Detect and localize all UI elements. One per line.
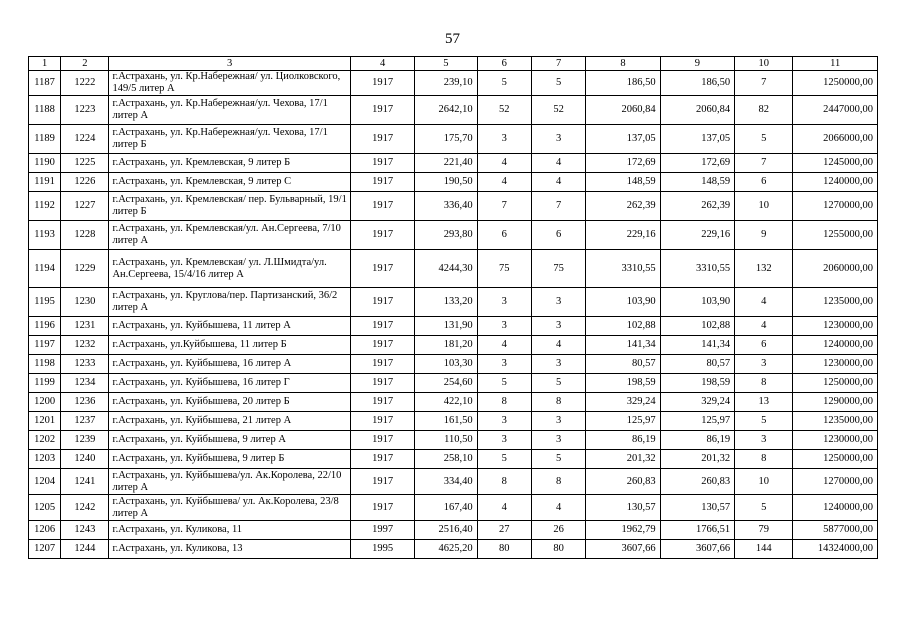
record-number-cell: 1242 bbox=[61, 495, 109, 521]
col7-cell: 3 bbox=[531, 431, 585, 450]
address-cell: г.Астрахань, ул. Куйбышева, 16 литер А bbox=[109, 355, 350, 374]
table-row bbox=[29, 154, 878, 173]
record-number-cell: 1231 bbox=[61, 317, 109, 336]
col9-cell: 2060,84 bbox=[660, 96, 734, 125]
row-index-cell: 1205 bbox=[29, 495, 61, 521]
col8-cell: 86,19 bbox=[586, 431, 660, 450]
record-number-cell: 1223 bbox=[61, 96, 109, 125]
col6-cell: 6 bbox=[477, 221, 531, 250]
year-cell: 1917 bbox=[350, 495, 414, 521]
col8-cell: 102,88 bbox=[586, 317, 660, 336]
area-cell: 254,60 bbox=[415, 374, 477, 393]
row-index-cell: 1187 bbox=[29, 71, 61, 96]
col10-cell: 79 bbox=[735, 521, 793, 540]
area-cell: 103,30 bbox=[415, 355, 477, 374]
area-cell: 175,70 bbox=[415, 125, 477, 154]
row-index-cell: 1204 bbox=[29, 469, 61, 495]
col8-cell: 201,32 bbox=[586, 450, 660, 469]
col6-cell: 3 bbox=[477, 288, 531, 317]
col7-cell: 3 bbox=[531, 412, 585, 431]
col7-cell: 26 bbox=[531, 521, 585, 540]
col6-cell: 3 bbox=[477, 125, 531, 154]
col9-cell: 148,59 bbox=[660, 173, 734, 192]
col8-cell: 229,16 bbox=[586, 221, 660, 250]
year-cell: 1917 bbox=[350, 431, 414, 450]
row-index-cell: 1203 bbox=[29, 450, 61, 469]
table-row bbox=[29, 469, 878, 495]
address-cell: г.Астрахань, ул. Кремлевская, 9 литер Б bbox=[109, 154, 350, 173]
col7-cell: 3 bbox=[531, 125, 585, 154]
col9-cell: 3310,55 bbox=[660, 250, 734, 288]
col8-cell: 137,05 bbox=[586, 125, 660, 154]
col10-cell: 9 bbox=[735, 221, 793, 250]
year-cell: 1997 bbox=[350, 521, 414, 540]
year-cell: 1917 bbox=[350, 125, 414, 154]
year-cell: 1995 bbox=[350, 540, 414, 559]
amount-cell: 5877000,00 bbox=[793, 521, 878, 540]
record-number-cell: 1232 bbox=[61, 336, 109, 355]
col7-cell: 8 bbox=[531, 469, 585, 495]
col10-cell: 6 bbox=[735, 336, 793, 355]
col10-cell: 5 bbox=[735, 495, 793, 521]
address-cell: г.Астрахань, ул. Кремлевская/ пер. Бульварный, 19/1 литер Б bbox=[109, 192, 350, 221]
row-index-cell: 1202 bbox=[29, 431, 61, 450]
col8-cell: 148,59 bbox=[586, 173, 660, 192]
record-number-cell: 1241 bbox=[61, 469, 109, 495]
col7-cell: 8 bbox=[531, 393, 585, 412]
table-row bbox=[29, 192, 878, 221]
record-number-cell: 1234 bbox=[61, 374, 109, 393]
housing-table bbox=[28, 56, 878, 559]
col6-cell: 3 bbox=[477, 431, 531, 450]
col9-cell: 172,69 bbox=[660, 154, 734, 173]
row-index-cell: 1193 bbox=[29, 221, 61, 250]
column-header: 6 bbox=[477, 57, 531, 71]
col6-cell: 7 bbox=[477, 192, 531, 221]
year-cell: 1917 bbox=[350, 154, 414, 173]
col8-cell: 172,69 bbox=[586, 154, 660, 173]
col7-cell: 4 bbox=[531, 336, 585, 355]
row-index-cell: 1190 bbox=[29, 154, 61, 173]
area-cell: 110,50 bbox=[415, 431, 477, 450]
col10-cell: 8 bbox=[735, 374, 793, 393]
col8-cell: 103,90 bbox=[586, 288, 660, 317]
area-cell: 221,40 bbox=[415, 154, 477, 173]
table-row bbox=[29, 412, 878, 431]
area-cell: 181,20 bbox=[415, 336, 477, 355]
row-index-cell: 1201 bbox=[29, 412, 61, 431]
col7-cell: 52 bbox=[531, 96, 585, 125]
table-row bbox=[29, 173, 878, 192]
col9-cell: 198,59 bbox=[660, 374, 734, 393]
year-cell: 1917 bbox=[350, 317, 414, 336]
col8-cell: 260,83 bbox=[586, 469, 660, 495]
amount-cell: 1270000,00 bbox=[793, 469, 878, 495]
col7-cell: 4 bbox=[531, 495, 585, 521]
record-number-cell: 1229 bbox=[61, 250, 109, 288]
amount-cell: 1240000,00 bbox=[793, 173, 878, 192]
col6-cell: 27 bbox=[477, 521, 531, 540]
column-header: 8 bbox=[586, 57, 660, 71]
page-number: 57 bbox=[445, 31, 460, 47]
year-cell: 1917 bbox=[350, 412, 414, 431]
address-cell: г.Астрахань, ул. Круглова/пер. Партизанский, 36/2 литер А bbox=[109, 288, 350, 317]
year-cell: 1917 bbox=[350, 221, 414, 250]
col10-cell: 7 bbox=[735, 154, 793, 173]
row-index-cell: 1191 bbox=[29, 173, 61, 192]
address-cell: г.Астрахань, ул. Куйбышева, 11 литер А bbox=[109, 317, 350, 336]
column-header: 2 bbox=[61, 57, 109, 71]
col8-cell: 3310,55 bbox=[586, 250, 660, 288]
record-number-cell: 1243 bbox=[61, 521, 109, 540]
year-cell: 1917 bbox=[350, 450, 414, 469]
amount-cell: 2060000,00 bbox=[793, 250, 878, 288]
col6-cell: 80 bbox=[477, 540, 531, 559]
area-cell: 4244,30 bbox=[415, 250, 477, 288]
col8-cell: 141,34 bbox=[586, 336, 660, 355]
year-cell: 1917 bbox=[350, 469, 414, 495]
col7-cell: 7 bbox=[531, 192, 585, 221]
col9-cell: 229,16 bbox=[660, 221, 734, 250]
area-cell: 258,10 bbox=[415, 450, 477, 469]
address-cell: г.Астрахань, ул. Куйбышева, 20 литер Б bbox=[109, 393, 350, 412]
col6-cell: 4 bbox=[477, 336, 531, 355]
year-cell: 1917 bbox=[350, 250, 414, 288]
col6-cell: 4 bbox=[477, 495, 531, 521]
year-cell: 1917 bbox=[350, 96, 414, 125]
area-cell: 2642,10 bbox=[415, 96, 477, 125]
row-index-cell: 1196 bbox=[29, 317, 61, 336]
col10-cell: 4 bbox=[735, 317, 793, 336]
col9-cell: 260,83 bbox=[660, 469, 734, 495]
area-cell: 422,10 bbox=[415, 393, 477, 412]
col10-cell: 10 bbox=[735, 469, 793, 495]
address-cell: г.Астрахань, ул. Кремлевская/ул. Ан.Сергеева, 7/10 литер А bbox=[109, 221, 350, 250]
address-cell: г.Астрахань, ул. Куликова, 13 bbox=[109, 540, 350, 559]
col6-cell: 75 bbox=[477, 250, 531, 288]
year-cell: 1917 bbox=[350, 173, 414, 192]
area-cell: 2516,40 bbox=[415, 521, 477, 540]
col9-cell: 102,88 bbox=[660, 317, 734, 336]
col9-cell: 1766,51 bbox=[660, 521, 734, 540]
area-cell: 293,80 bbox=[415, 221, 477, 250]
col10-cell: 5 bbox=[735, 125, 793, 154]
address-cell: г.Астрахань, ул. Куйбышева/ ул. Ак.Королева, 23/8 литер А bbox=[109, 495, 350, 521]
column-header: 4 bbox=[350, 57, 414, 71]
address-cell: г.Астрахань, ул. Кремлевская, 9 литер С bbox=[109, 173, 350, 192]
col10-cell: 82 bbox=[735, 96, 793, 125]
amount-cell: 1230000,00 bbox=[793, 355, 878, 374]
column-header: 7 bbox=[531, 57, 585, 71]
record-number-cell: 1239 bbox=[61, 431, 109, 450]
address-cell: г.Астрахань, ул. Кремлевская/ ул. Л.Шмидта/ул. Ан.Сергеева, 15/4/16 литер А bbox=[109, 250, 350, 288]
col9-cell: 329,24 bbox=[660, 393, 734, 412]
col7-cell: 80 bbox=[531, 540, 585, 559]
col6-cell: 4 bbox=[477, 154, 531, 173]
address-cell: г.Астрахань, ул. Кр.Набережная/ул. Чехова, 17/1 литер Б bbox=[109, 125, 350, 154]
amount-cell: 1245000,00 bbox=[793, 154, 878, 173]
row-index-cell: 1189 bbox=[29, 125, 61, 154]
col7-cell: 75 bbox=[531, 250, 585, 288]
col9-cell: 137,05 bbox=[660, 125, 734, 154]
area-cell: 133,20 bbox=[415, 288, 477, 317]
col9-cell: 186,50 bbox=[660, 71, 734, 96]
col9-cell: 201,32 bbox=[660, 450, 734, 469]
row-index-cell: 1195 bbox=[29, 288, 61, 317]
area-cell: 167,40 bbox=[415, 495, 477, 521]
col6-cell: 5 bbox=[477, 374, 531, 393]
table-row bbox=[29, 355, 878, 374]
amount-cell: 2447000,00 bbox=[793, 96, 878, 125]
column-header: 1 bbox=[29, 57, 61, 71]
col9-cell: 262,39 bbox=[660, 192, 734, 221]
area-cell: 161,50 bbox=[415, 412, 477, 431]
amount-cell: 1235000,00 bbox=[793, 288, 878, 317]
record-number-cell: 1228 bbox=[61, 221, 109, 250]
col9-cell: 86,19 bbox=[660, 431, 734, 450]
table-row bbox=[29, 336, 878, 355]
address-cell: г.Астрахань, ул. Куйбышева, 9 литер Б bbox=[109, 450, 350, 469]
col6-cell: 3 bbox=[477, 355, 531, 374]
row-index-cell: 1200 bbox=[29, 393, 61, 412]
col8-cell: 329,24 bbox=[586, 393, 660, 412]
address-cell: г.Астрахань, ул. Куйбышева, 9 литер А bbox=[109, 431, 350, 450]
area-cell: 239,10 bbox=[415, 71, 477, 96]
amount-cell: 1250000,00 bbox=[793, 71, 878, 96]
area-cell: 4625,20 bbox=[415, 540, 477, 559]
amount-cell: 1230000,00 bbox=[793, 317, 878, 336]
col7-cell: 5 bbox=[531, 71, 585, 96]
area-cell: 131,90 bbox=[415, 317, 477, 336]
address-cell: г.Астрахань, ул. Куликова, 11 bbox=[109, 521, 350, 540]
col6-cell: 4 bbox=[477, 173, 531, 192]
row-index-cell: 1206 bbox=[29, 521, 61, 540]
col8-cell: 80,57 bbox=[586, 355, 660, 374]
col10-cell: 7 bbox=[735, 71, 793, 96]
col8-cell: 262,39 bbox=[586, 192, 660, 221]
amount-cell: 1255000,00 bbox=[793, 221, 878, 250]
amount-cell: 14324000,00 bbox=[793, 540, 878, 559]
column-header: 3 bbox=[109, 57, 350, 71]
col6-cell: 5 bbox=[477, 71, 531, 96]
table-row bbox=[29, 96, 878, 125]
area-cell: 190,50 bbox=[415, 173, 477, 192]
address-cell: г.Астрахань, ул. Куйбышева, 16 литер Г bbox=[109, 374, 350, 393]
table-row bbox=[29, 521, 878, 540]
amount-cell: 1235000,00 bbox=[793, 412, 878, 431]
col10-cell: 13 bbox=[735, 393, 793, 412]
record-number-cell: 1230 bbox=[61, 288, 109, 317]
row-index-cell: 1198 bbox=[29, 355, 61, 374]
table-row bbox=[29, 317, 878, 336]
record-number-cell: 1226 bbox=[61, 173, 109, 192]
record-number-cell: 1240 bbox=[61, 450, 109, 469]
table-row bbox=[29, 250, 878, 288]
col10-cell: 3 bbox=[735, 431, 793, 450]
col7-cell: 4 bbox=[531, 173, 585, 192]
record-number-cell: 1224 bbox=[61, 125, 109, 154]
col9-cell: 130,57 bbox=[660, 495, 734, 521]
col9-cell: 141,34 bbox=[660, 336, 734, 355]
col10-cell: 4 bbox=[735, 288, 793, 317]
amount-cell: 1230000,00 bbox=[793, 431, 878, 450]
table-row bbox=[29, 540, 878, 559]
record-number-cell: 1233 bbox=[61, 355, 109, 374]
amount-cell: 1240000,00 bbox=[793, 336, 878, 355]
table-row bbox=[29, 495, 878, 521]
record-number-cell: 1244 bbox=[61, 540, 109, 559]
amount-cell: 2066000,00 bbox=[793, 125, 878, 154]
col9-cell: 80,57 bbox=[660, 355, 734, 374]
record-number-cell: 1222 bbox=[61, 71, 109, 96]
table-row bbox=[29, 431, 878, 450]
area-cell: 334,40 bbox=[415, 469, 477, 495]
table-row bbox=[29, 288, 878, 317]
record-number-cell: 1236 bbox=[61, 393, 109, 412]
col10-cell: 5 bbox=[735, 412, 793, 431]
col8-cell: 198,59 bbox=[586, 374, 660, 393]
address-cell: г.Астрахань, ул. Кр.Набережная/ул. Чехова, 17/1 литер А bbox=[109, 96, 350, 125]
col8-cell: 125,97 bbox=[586, 412, 660, 431]
col9-cell: 103,90 bbox=[660, 288, 734, 317]
col7-cell: 5 bbox=[531, 374, 585, 393]
year-cell: 1917 bbox=[350, 336, 414, 355]
row-index-cell: 1199 bbox=[29, 374, 61, 393]
row-index-cell: 1207 bbox=[29, 540, 61, 559]
column-header: 9 bbox=[660, 57, 734, 71]
year-cell: 1917 bbox=[350, 393, 414, 412]
row-index-cell: 1197 bbox=[29, 336, 61, 355]
column-header: 5 bbox=[415, 57, 477, 71]
col6-cell: 8 bbox=[477, 393, 531, 412]
address-cell: г.Астрахань, ул. Куйбышева, 21 литер А bbox=[109, 412, 350, 431]
row-index-cell: 1192 bbox=[29, 192, 61, 221]
col9-cell: 125,97 bbox=[660, 412, 734, 431]
col10-cell: 6 bbox=[735, 173, 793, 192]
year-cell: 1917 bbox=[350, 192, 414, 221]
col7-cell: 3 bbox=[531, 355, 585, 374]
record-number-cell: 1237 bbox=[61, 412, 109, 431]
column-header: 11 bbox=[793, 57, 878, 71]
col6-cell: 3 bbox=[477, 317, 531, 336]
col6-cell: 3 bbox=[477, 412, 531, 431]
col8-cell: 2060,84 bbox=[586, 96, 660, 125]
amount-cell: 1250000,00 bbox=[793, 374, 878, 393]
col10-cell: 144 bbox=[735, 540, 793, 559]
col10-cell: 8 bbox=[735, 450, 793, 469]
address-cell: г.Астрахань, ул. Кр.Набережная/ ул. Циолковского, 149/5 литер А bbox=[109, 71, 350, 96]
col9-cell: 3607,66 bbox=[660, 540, 734, 559]
year-cell: 1917 bbox=[350, 71, 414, 96]
col7-cell: 4 bbox=[531, 154, 585, 173]
table-row bbox=[29, 450, 878, 469]
col8-cell: 1962,79 bbox=[586, 521, 660, 540]
year-cell: 1917 bbox=[350, 288, 414, 317]
header-row bbox=[29, 57, 878, 71]
col6-cell: 52 bbox=[477, 96, 531, 125]
area-cell: 336,40 bbox=[415, 192, 477, 221]
table-row bbox=[29, 374, 878, 393]
amount-cell: 1290000,00 bbox=[793, 393, 878, 412]
table-row bbox=[29, 71, 878, 96]
amount-cell: 1270000,00 bbox=[793, 192, 878, 221]
table-row bbox=[29, 221, 878, 250]
record-number-cell: 1225 bbox=[61, 154, 109, 173]
col7-cell: 3 bbox=[531, 317, 585, 336]
row-index-cell: 1194 bbox=[29, 250, 61, 288]
amount-cell: 1250000,00 bbox=[793, 450, 878, 469]
col6-cell: 8 bbox=[477, 469, 531, 495]
col8-cell: 3607,66 bbox=[586, 540, 660, 559]
col10-cell: 10 bbox=[735, 192, 793, 221]
col6-cell: 5 bbox=[477, 450, 531, 469]
col10-cell: 3 bbox=[735, 355, 793, 374]
table-body bbox=[29, 71, 878, 559]
col7-cell: 6 bbox=[531, 221, 585, 250]
col8-cell: 186,50 bbox=[586, 71, 660, 96]
col8-cell: 130,57 bbox=[586, 495, 660, 521]
address-cell: г.Астрахань, ул.Куйбышева, 11 литер Б bbox=[109, 336, 350, 355]
col7-cell: 3 bbox=[531, 288, 585, 317]
col7-cell: 5 bbox=[531, 450, 585, 469]
table-row bbox=[29, 393, 878, 412]
col10-cell: 132 bbox=[735, 250, 793, 288]
address-cell: г.Астрахань, ул. Куйбышева/ул. Ак.Королева, 22/10 литер А bbox=[109, 469, 350, 495]
year-cell: 1917 bbox=[350, 374, 414, 393]
amount-cell: 1240000,00 bbox=[793, 495, 878, 521]
record-number-cell: 1227 bbox=[61, 192, 109, 221]
table-row bbox=[29, 125, 878, 154]
row-index-cell: 1188 bbox=[29, 96, 61, 125]
year-cell: 1917 bbox=[350, 355, 414, 374]
column-header: 10 bbox=[735, 57, 793, 71]
